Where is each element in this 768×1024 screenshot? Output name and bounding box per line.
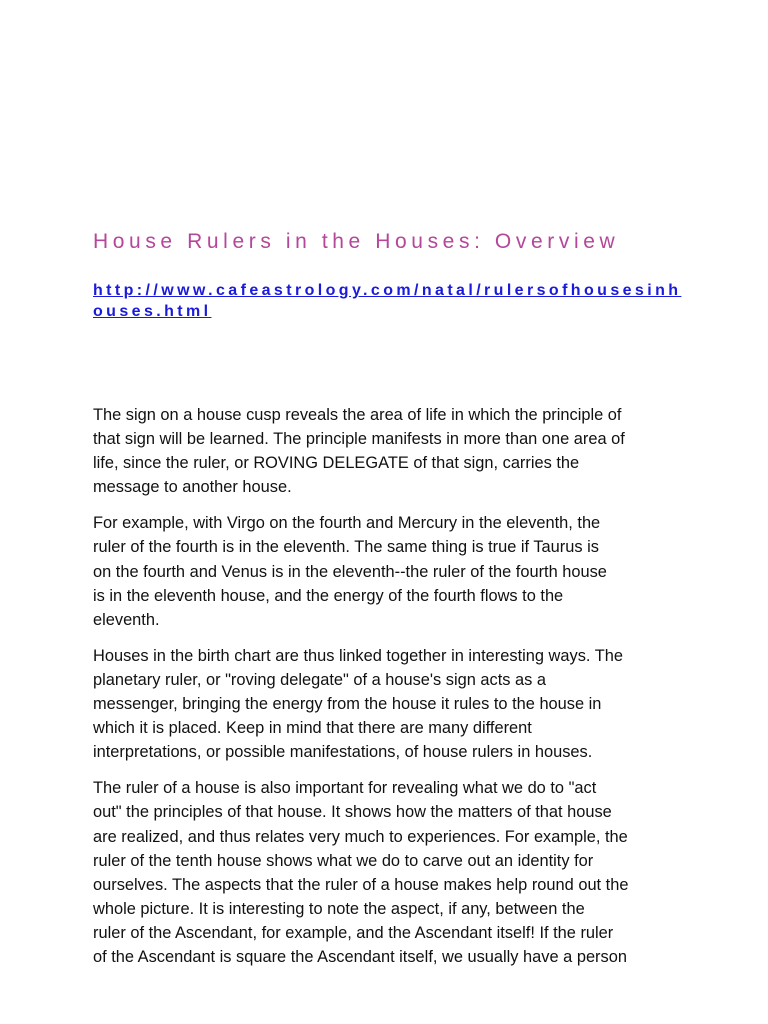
paragraph-1: The sign on a house cusp reveals the area of life in which the principle of that sign will be learned. The principle manifests in more than one area of life, since the ruler, or ROVING DELEGATE of that sign, carries the message to another house.	[93, 406, 625, 497]
page-title: House Rulers in the Houses: Overview	[93, 230, 620, 253]
article-body	[93, 403, 693, 981]
source-link[interactable]: http://www.cafeastrology.com/natal/rulersofhousesinhouses.html	[93, 282, 682, 320]
paragraph-4: The ruler of a house is also important for revealing what we do to "act out" the principles of that house. It shows how the matters of that house are realized, and thus relates very much to experiences. For example, the ruler of the tenth house shows what we do to carve out an identity for ourselves. The aspects that the ruler of a house makes help round out the whole picture. It is interesting to note the aspect, if any, between the ruler of the Ascendant, for example, and the Ascendant itself! If the ruler of the Ascendant is square the Ascendant itself, we usually have a person	[93, 779, 629, 966]
paragraph-3: Houses in the birth chart are thus linked together in interesting ways. The planetary ruler, or "roving delegate" of a house's sign acts as a messenger, bringing the energy from the house it rules to the house in which it is placed. Keep in mind that there are many different interpretations, or possible manifestations, of house rulers in houses.	[93, 646, 623, 762]
paragraph-2: For example, with Virgo on the fourth and Mercury in the eleventh, the ruler of the fourth is in the eleventh. The same thing is true if Taurus is on the fourth and Venus is in the eleventh--the ruler of the fourth house is in the eleventh house, and the energy of the fourth flows to the eleventh.	[93, 514, 607, 629]
